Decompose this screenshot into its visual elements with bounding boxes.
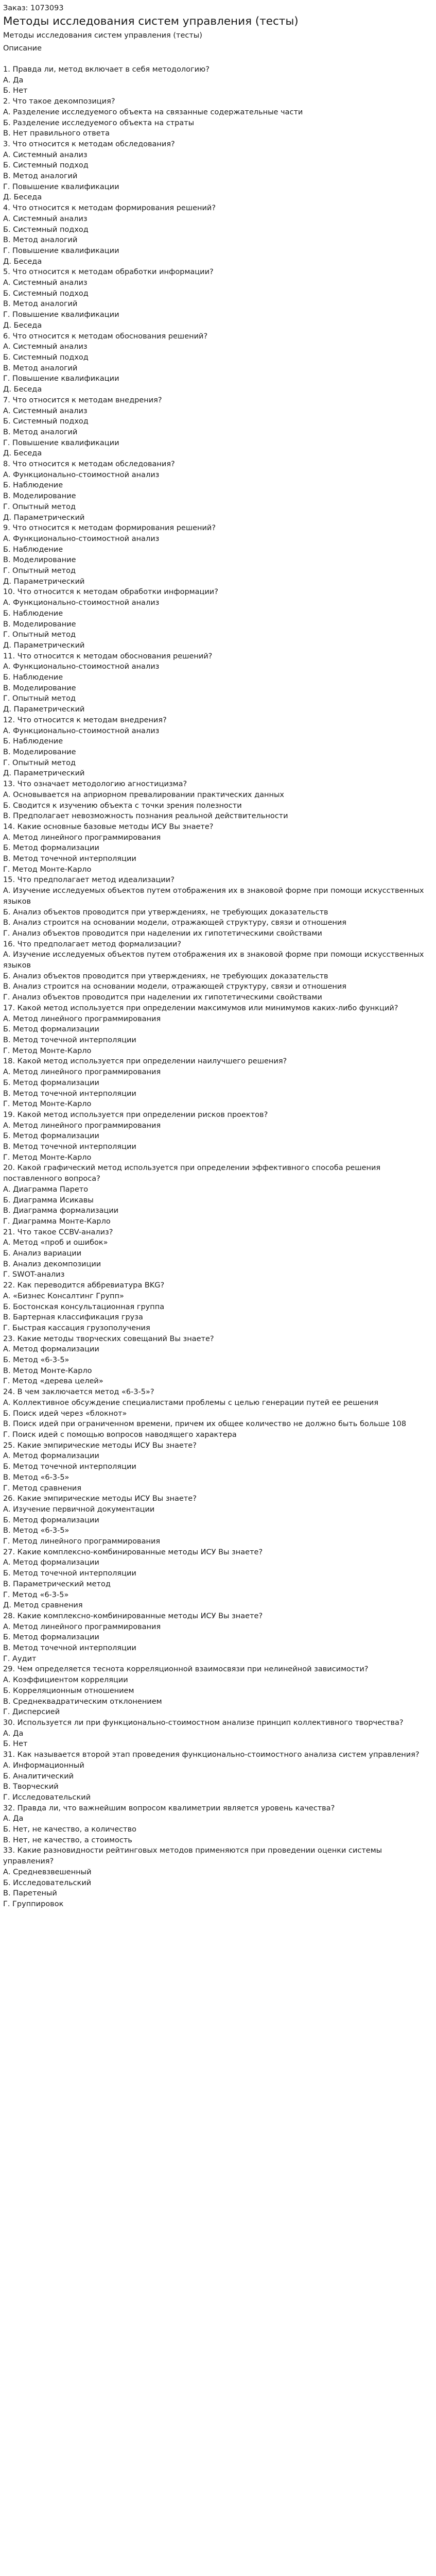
question-line: 6. Что относится к методам обоснования решений? (3, 332, 208, 341)
answer-option-line: В. Предполагает невозможность познания реальной действительности (3, 812, 288, 821)
question-line: 15. Что предполагает метод идеализации? (3, 876, 175, 885)
answer-option-line: В. Моделирование (3, 556, 76, 565)
answer-option-line: В. Метод аналогий (3, 364, 78, 372)
answer-option-line: А. Средневзвешенный (3, 1868, 92, 1876)
test-content (3, 64, 433, 1910)
answer-option-line: Б. Нет, не качество, а количество (3, 1825, 136, 1834)
answer-option-line: Б. Анализ объектов проводится при утверждениях, не требующих доказательств (3, 972, 328, 980)
answer-option-line: В. Моделирование (3, 620, 76, 629)
answer-option-line: Г. Метод Монте-Карло (3, 1153, 92, 1162)
answer-option-line: В. Нет, не качество, а стоимость (3, 1836, 132, 1844)
answer-option-line: В. Метод «6-3-5» (3, 1473, 69, 1482)
answer-option-line: А. Да (3, 1815, 24, 1823)
answer-option-line: Г. Метод «дерева целей» (3, 1377, 103, 1386)
answer-option-line: А. Функционально-стоимостной анализ (3, 470, 160, 479)
answer-option-line: А. Коэффициентом корреляции (3, 1676, 128, 1685)
question-line: 30. Используется ли при функционально-стоимостном анализе принцип коллективного творчества? (3, 1718, 404, 1727)
answer-option-line: А. Функционально-стоимостной анализ (3, 534, 160, 543)
question-line: 31. Как называется второй этап проведения функционально-стоимостного анализа систем управления? (3, 1751, 420, 1759)
question-line: 22. Как переводится аббревиатура BKG? (3, 1281, 165, 1290)
answer-option-line: Б. Метод формализации (3, 1516, 99, 1524)
answer-option-line: В. Метод точечной интерполяции (3, 1036, 136, 1044)
answer-option-line: Б. Метод точечной интерполяции (3, 1569, 136, 1578)
answer-option-line: В. Среднеквадратическим отклонением (3, 1697, 162, 1706)
answer-option-line: В. Параметрический метод (3, 1580, 111, 1588)
question-line: 28. Какие комплексно-комбинированные методы ИСУ Вы знаете? (3, 1612, 263, 1620)
answer-option-line: Г. Анализ объектов проводится при наделении их гипотетическими свойствами (3, 993, 322, 1002)
answer-option-line: А. Метод линейного программирования (3, 1121, 161, 1130)
answer-option-line: В. Метод «6-3-5» (3, 1527, 69, 1535)
answer-option-line: Б. Корреляционным отношением (3, 1686, 134, 1695)
question-line: 2. Что такое декомпозиция? (3, 97, 115, 106)
answer-option-line: Д. Беседа (3, 449, 42, 458)
answer-option-line: В. Анализ декомпозиции (3, 1260, 101, 1268)
answer-option-line: Б. Метод формализации (3, 1025, 99, 1034)
question-line: 26. Какие эмпирические методы ИСУ Вы знаете? (3, 1495, 197, 1503)
answer-option-line: А. Разделение исследуемого объекта на связанные содержательные части (3, 108, 303, 116)
answer-option-line: Б. Наблюдение (3, 481, 63, 490)
question-line: 23. Какие методы творческих совещаний Вы знаете? (3, 1334, 214, 1343)
answer-option-line: Б. Исследовательский (3, 1878, 92, 1887)
answer-option-line: Г. Исследовательский (3, 1793, 91, 1802)
answer-option-line: Г. SWOT-анализ (3, 1270, 65, 1279)
answer-option-line: Г. Метод линейного программирования (3, 1537, 161, 1546)
answer-option-line: Б. Наблюдение (3, 545, 63, 554)
answer-option-line: Б. Нет (3, 1740, 28, 1749)
answer-option-line: Б. Метод точечной интерполяции (3, 1463, 136, 1471)
question-line: 24. В чем заключается метод «6-3-5»? (3, 1388, 154, 1397)
answer-option-line: В. Бартерная классификация груза (3, 1313, 143, 1322)
answer-option-line: В. Паретеный (3, 1889, 57, 1898)
answer-option-line: Г. Метод сравнения (3, 1484, 82, 1493)
answer-option-line: В. Метод точечной интерполяции (3, 1089, 136, 1098)
answer-option-line: Б. Метод «6-3-5» (3, 1356, 69, 1365)
answer-option-line: В. Диаграмма формализации (3, 1207, 119, 1215)
answer-option-line: Б. Системный подход (3, 353, 89, 362)
question-line: 21. Что такое CCBV-анализ? (3, 1228, 113, 1236)
question-line: 3. Что относится к методам обследования? (3, 140, 175, 148)
answer-option-line: Б. Системный подход (3, 225, 89, 234)
answer-option-line: А. Метод формализации (3, 1345, 99, 1354)
question-line: 27. Какие комплексно-комбинированные методы ИСУ Вы знаете? (3, 1548, 263, 1556)
answer-option-line: В. Моделирование (3, 748, 76, 756)
answer-option-line: В. Метод точечной интерполяции (3, 1644, 136, 1653)
page-title: Методы исследования систем управления (тесты) (3, 15, 299, 28)
section-heading: Описание (3, 44, 42, 53)
answer-option-line: А. Да (3, 76, 24, 84)
answer-option-line: А. Коллективное обсуждение специалистами проблемы с целью генерации путей ее решения (3, 1398, 379, 1407)
answer-option-line: А. Метод линейного программирования (3, 1014, 161, 1023)
answer-option-line: Г. Аудит (3, 1654, 37, 1663)
question-line: 25. Какие эмпирические методы ИСУ Вы знаете? (3, 1441, 197, 1450)
question-line: 20. Какой графический метод используется при определении эффективного способа решения поставленного вопроса? (3, 1164, 381, 1183)
answer-option-line: В. Метод аналогий (3, 172, 78, 181)
answer-option-line: Г. Поиск идей с помощью вопросов наводящего характера (3, 1431, 237, 1439)
answer-option-line: Г. Опытный метод (3, 502, 76, 511)
answer-option-line: Г. Повышение квалификации (3, 246, 119, 255)
answer-option-line: В. Творческий (3, 1783, 59, 1791)
answer-option-line: Г. Быстрая кассация грузополучения (3, 1324, 150, 1332)
answer-option-line: А. Функционально-стоимостной анализ (3, 599, 160, 607)
answer-option-line: Д. Беседа (3, 193, 42, 202)
answer-option-line: Б. Системный подход (3, 289, 89, 298)
answer-option-line: Б. Метод формализации (3, 1078, 99, 1087)
answer-option-line: Г. Повышение квалификации (3, 438, 119, 447)
answer-option-line: Б. Бостонская консультационная группа (3, 1302, 165, 1311)
question-line: 9. Что относится к методам формирования решений? (3, 524, 216, 533)
answer-option-line: Б. Поиск идей через «блокнот» (3, 1409, 127, 1418)
answer-option-line: В. Метод аналогий (3, 300, 78, 309)
answer-option-line: Г. Повышение квалификации (3, 311, 119, 319)
answer-option-line: Б. Разделение исследуемого объекта на страты (3, 118, 195, 127)
answer-option-line: Б. Системный подход (3, 161, 89, 170)
answer-option-line: Б. Наблюдение (3, 609, 63, 618)
answer-option-line: Г. Группировок (3, 1900, 64, 1908)
question-line: 33. Какие разновидности рейтинговых методов применяются при проведении оценки системы управления? (3, 1846, 382, 1866)
answer-option-line: В. Метод точечной интерполяции (3, 855, 136, 863)
answer-option-line: Г. Дисперсией (3, 1708, 60, 1717)
answer-option-line: Г. Опытный метод (3, 694, 76, 703)
answer-option-line: Д. Беседа (3, 321, 42, 330)
answer-option-line: Г. Повышение квалификации (3, 375, 119, 383)
answer-option-line: В. Анализ строится на основании модели, отражающей структуру, связи и отношения (3, 919, 346, 927)
answer-option-line: Г. Опытный метод (3, 758, 76, 767)
answer-option-line: Г. Метод Монте-Карло (3, 1100, 92, 1109)
answer-option-line: Б. Метод формализации (3, 844, 99, 853)
question-line: 4. Что относится к методам формирования решений? (3, 204, 216, 213)
answer-option-line: Д. Параметрический (3, 769, 85, 778)
order-number: Заказ: 1073093 (3, 4, 64, 12)
answer-option-line: А. Метод линейного программирования (3, 1068, 161, 1077)
answer-option-line: В. Нет правильного ответа (3, 129, 110, 138)
answer-option-line: А. Метод формализации (3, 1558, 99, 1567)
answer-option-line: Б. Анализ объектов проводится при утверждениях, не требующих доказательств (3, 908, 328, 917)
answer-option-line: В. Метод Монте-Карло (3, 1366, 92, 1375)
answer-option-line: Б. Наблюдение (3, 737, 63, 746)
answer-option-line: В. Поиск идей при ограниченном времени, причем их общее количество не должно быть больше 108 (3, 1420, 407, 1429)
answer-option-line: А. Изучение первичной документации (3, 1505, 155, 1514)
question-line: 29. Чем определяется теснота корреляционной взаимосвязи при нелинейной зависимости? (3, 1665, 369, 1674)
answer-option-line: А. Метод линейного программирования (3, 1622, 161, 1631)
answer-option-line: Д. Параметрический (3, 705, 85, 714)
answer-option-line: Б. Анализ вариации (3, 1249, 82, 1258)
answer-option-line: А. Диаграмма Парето (3, 1185, 89, 1194)
answer-option-line: Б. Нет (3, 87, 28, 95)
answer-option-line: А. Системный анализ (3, 150, 88, 159)
answer-option-line: Б. Наблюдение (3, 673, 63, 682)
answer-option-line: А. «Бизнес Консалтинг Групп» (3, 1292, 124, 1300)
answer-option-line: Б. Метод формализации (3, 1633, 99, 1642)
answer-option-line: А. Изучение исследуемых объектов путем отображения их в знаковой форме при помощи искусственных языков (3, 951, 424, 970)
answer-option-line: Г. Диаграмма Монте-Карло (3, 1217, 111, 1226)
answer-option-line: Г. Повышение квалификации (3, 182, 119, 191)
answer-option-line: Г. Метод «6-3-5» (3, 1590, 69, 1599)
answer-option-line: Д. Беседа (3, 385, 42, 394)
question-line: 10. Что относится к методам обработки информации? (3, 588, 218, 597)
answer-option-line: В. Метод аналогий (3, 236, 78, 245)
answer-option-line: А. Системный анализ (3, 279, 88, 287)
answer-option-line: В. Метод аналогий (3, 428, 78, 436)
answer-option-line: А. Изучение исследуемых объектов путем отображения их в знаковой форме при помощи искусственных языков (3, 887, 424, 906)
answer-option-line: В. Анализ строится на основании модели, отражающей структуру, связи и отношения (3, 982, 346, 991)
answer-option-line: Б. Диаграмма Исикавы (3, 1196, 94, 1205)
answer-option-line: А. Системный анализ (3, 214, 88, 223)
question-line: 18. Какой метод используется при определении наилучшего решения? (3, 1057, 287, 1066)
answer-option-line: Д. Метод сравнения (3, 1601, 83, 1610)
question-line: 1. Правда ли, метод включает в себя методологию? (3, 65, 210, 74)
answer-option-line: Г. Метод Монте-Карло (3, 1046, 92, 1055)
answer-option-line: Б. Сводится к изучению объекта с точки зрения полезности (3, 801, 242, 810)
question-line: 14. Какие основные базовые методы ИСУ Вы знаете? (3, 822, 214, 831)
question-line: 19. Какой метод используется при определении рисков проектов? (3, 1110, 268, 1119)
answer-option-line: В. Метод точечной интерполяции (3, 1143, 136, 1151)
answer-option-line: А. Метод формализации (3, 1452, 99, 1461)
answer-option-line: А. Метод «проб и ошибок» (3, 1239, 108, 1247)
question-line: 32. Правда ли, что важнейшим вопросом квалиметрии является уровень качества? (3, 1804, 335, 1812)
question-line: 7. Что относится к методам внедрения? (3, 396, 162, 404)
question-line: 17. Какой метод используется при определении максимумов или минимумов каких-либо функций? (3, 1004, 398, 1012)
answer-option-line: Б. Системный подход (3, 417, 89, 426)
question-line: 16. Что предполагает метод формализации? (3, 940, 181, 948)
answer-option-line: Д. Параметрический (3, 513, 85, 522)
answer-option-line: А. Системный анализ (3, 406, 88, 415)
question-line: 12. Что относится к методам внедрения? (3, 716, 167, 724)
question-line: 11. Что относится к методам обоснования решений? (3, 652, 213, 660)
answer-option-line: В. Моделирование (3, 684, 76, 692)
answer-option-line: Д. Параметрический (3, 641, 85, 650)
answer-option-line: А. Информационный (3, 1761, 84, 1770)
answer-option-line: Г. Метод Монте-Карло (3, 865, 92, 874)
answer-option-line: Д. Параметрический (3, 577, 85, 586)
answer-option-line: А. Основывается на априорном превалировании практических данных (3, 790, 285, 799)
answer-option-line: Б. Метод формализации (3, 1132, 99, 1141)
answer-option-line: А. Системный анализ (3, 343, 88, 351)
answer-option-line: В. Моделирование (3, 492, 76, 501)
question-line: 8. Что относится к методам обследования? (3, 460, 175, 469)
answer-option-line: А. Метод линейного программирования (3, 833, 161, 842)
answer-option-line: Б. Аналитический (3, 1772, 74, 1781)
answer-option-line: Д. Беседа (3, 257, 42, 266)
answer-option-line: Г. Анализ объектов проводится при наделении их гипотетическими свойствами (3, 929, 322, 938)
question-line: 13. Что означает методологию агностицизма? (3, 780, 187, 789)
answer-option-line: Г. Опытный метод (3, 567, 76, 575)
answer-option-line: А. Функционально-стоимостной анализ (3, 726, 160, 735)
question-line: 5. Что относится к методам обработки информации? (3, 268, 214, 277)
answer-option-line: Г. Опытный метод (3, 631, 76, 639)
page-subtitle: Методы исследования систем управления (тесты) (3, 31, 202, 40)
answer-option-line: А. Функционально-стоимостной анализ (3, 663, 160, 671)
answer-option-line: А. Да (3, 1729, 24, 1738)
